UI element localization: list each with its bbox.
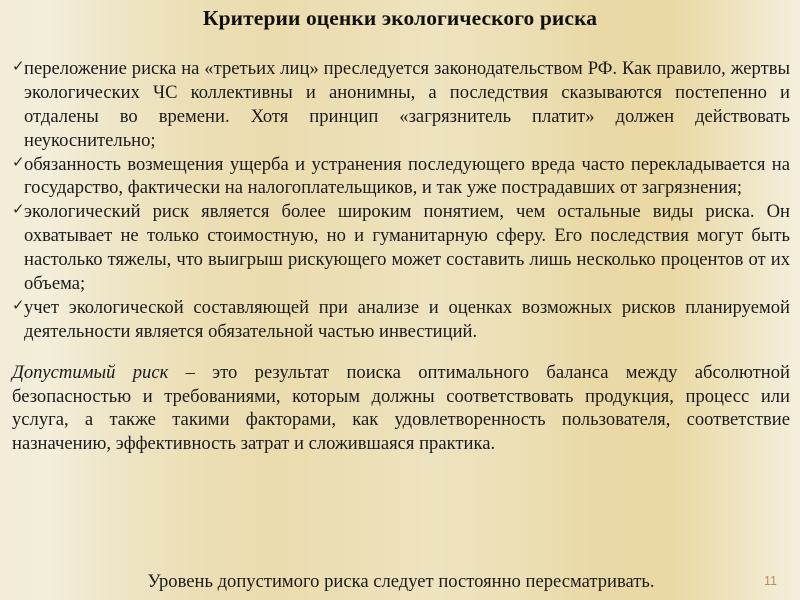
list-item bbox=[12, 200, 790, 296]
list-item-text: учет экологической составляющей при анализе и оценках возможных рисков планируемой деятельности является обязательной частью инвестиций. bbox=[24, 296, 790, 342]
slide-body bbox=[12, 57, 790, 456]
checkmark-icon: ✓ bbox=[12, 154, 25, 171]
definition-paragraph bbox=[12, 361, 790, 457]
checkmark-icon: ✓ bbox=[12, 202, 25, 219]
list-item-text: экологический риск является более широким понятием, чем остальные виды риска. Он охватывает не только стоимостную, но и гуманитарную сферу. Его последствия могут быть настолько тяжелы, что выигрыш рискующего может составить лишь несколько процентов от их объема; bbox=[24, 201, 790, 295]
list-item bbox=[12, 57, 790, 153]
spacer bbox=[12, 344, 790, 361]
page-title: Критерии оценки экологического риска bbox=[202, 6, 598, 30]
checkmark-icon: ✓ bbox=[12, 297, 25, 314]
definition-text: – это результат поиска оптимального баланса между абсолютной безопасностью и требованиями, которым должны соответствовать продукция, процесс или услуга, а также такими факторами, как удовлетворенность пользователя, соответствие назначению, эффективность затрат и сложившаяся практика. bbox=[12, 361, 790, 455]
bullet-list bbox=[12, 57, 790, 344]
definition-term: Допустимый риск bbox=[12, 361, 169, 383]
page-number: 11 bbox=[764, 574, 777, 588]
list-item-text: обязанность возмещения ущерба и устранения последующего вреда часто перекладывается на государство, фактически на налогоплательщиков, и так уже пострадавших от загрязнения; bbox=[24, 153, 790, 199]
list-item bbox=[12, 153, 790, 201]
closing-statement: Уровень допустимого риска следует постоянно пересматривать. bbox=[147, 571, 655, 592]
list-item bbox=[12, 296, 790, 344]
list-item-text: переложение риска на «третьих лиц» преследуется законодательством РФ. Как правило, жертвы экологических ЧС коллективны и анонимны, а последствия сказываются постепенно и отдалены во времени. Хотя принцип «загрязнитель платит» должен действовать неукоснительно; bbox=[24, 58, 790, 151]
checkmark-icon: ✓ bbox=[12, 59, 25, 75]
